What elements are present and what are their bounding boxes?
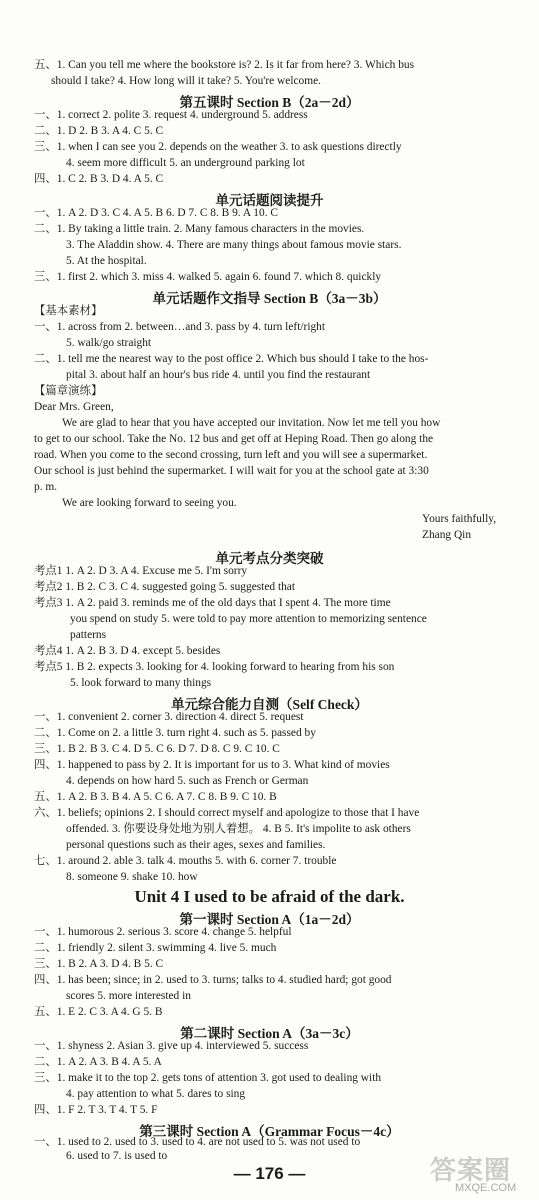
answer-line: 一、1. humorous 2. serious 3. score 4. change 5. helpful bbox=[34, 926, 292, 938]
answer-line: pital 3. about half an hour's bus ride 4. until you find the restaurant bbox=[66, 369, 371, 381]
answer-line: 5. walk/go straight bbox=[66, 337, 152, 349]
answer-line: 三、1. when I can see you 2. depends on the weather 3. to ask questions directly bbox=[34, 141, 402, 153]
unit-title: Unit 4 I used to be afraid of the dark. bbox=[134, 887, 405, 906]
answer-line: 一、1. shyness 2. Asian 3. give up 4. interviewed 5. success bbox=[34, 1040, 309, 1052]
answer-line: 二、1. Come on 2. a little 3. turn right 4. such as 5. passed by bbox=[34, 727, 316, 739]
answer-line: 二、1. friendly 2. silent 3. swimming 4. live 5. much bbox=[34, 942, 277, 954]
section-heading: 单元话题阅读提升 bbox=[215, 193, 324, 208]
answer-line: 二、1. A 2. A 3. B 4. A 5. A bbox=[34, 1056, 162, 1068]
section-heading: 单元考点分类突破 bbox=[215, 551, 324, 566]
letter-signature: Zhang Qin bbox=[422, 529, 472, 541]
letter-line: p. m. bbox=[34, 481, 58, 493]
letter-line: road. When you come to the second crossing, turn left and you will see a supermarket. bbox=[34, 449, 428, 461]
page-number: — 176 — bbox=[233, 1164, 306, 1183]
answer-line: 6. used to 7. is used to bbox=[66, 1150, 168, 1162]
letter-greeting: Dear Mrs. Green, bbox=[34, 401, 114, 413]
answer-line: 一、1. convenient 2. corner 3. direction 4. direct 5. request bbox=[34, 711, 304, 723]
section-heading: 第三课时 Section A（Grammar Focus－4c） bbox=[139, 1124, 400, 1139]
answer-line: 一、1. A 2. D 3. C 4. A 5. B 6. D 7. C 8. B 9. A 10. C bbox=[34, 207, 278, 219]
answer-line: 四、1. has been; since; in 2. used to 3. turns; talks to 4. studied hard; got good bbox=[34, 974, 392, 986]
answer-line: 一、1. across from 2. between…and 3. pass by 4. turn left/right bbox=[34, 321, 326, 333]
answer-line: scores 5. more interested in bbox=[66, 990, 191, 1002]
answer-line: 三、1. B 2. A 3. D 4. B 5. C bbox=[34, 958, 164, 970]
answer-line: 三、1. first 2. which 3. miss 4. walked 5. again 6. found 7. which 8. quickly bbox=[34, 271, 382, 283]
answer-line: 一、1. correct 2. polite 3. request 4. underground 5. address bbox=[34, 109, 308, 121]
answer-line: 考点1 1. A 2. D 3. A 4. Excuse me 5. I'm sorry bbox=[34, 565, 248, 577]
answer-line: 5. At the hospital. bbox=[66, 255, 147, 267]
answer-line: 四、1. F 2. T 3. T 4. T 5. F bbox=[34, 1104, 158, 1116]
answer-line: 一、1. used to 2. used to 3. used to 4. are not used to 5. was not used to bbox=[34, 1136, 361, 1148]
answer-line: should I take? 4. How long will it take? 5. You're welcome. bbox=[51, 75, 321, 87]
answer-line: 【基本素材】 bbox=[34, 305, 103, 317]
section-heading: 第五课时 Section B（2a－2d） bbox=[179, 95, 360, 110]
answer-line: 4. seem more difficult 5. an underground parking lot bbox=[66, 157, 305, 169]
answer-line: 考点4 1. A 2. B 3. D 4. except 5. besides bbox=[34, 645, 221, 657]
answer-line: 考点3 1. A 2. paid 3. reminds me of the old days that I spent 4. The more time bbox=[34, 597, 391, 609]
answer-line: 4. pay attention to what 5. dares to sing bbox=[66, 1088, 246, 1100]
answer-line: 四、1. happened to pass by 2. It is important for us to 3. What kind of movies bbox=[34, 759, 390, 771]
answer-line: 五、1. Can you tell me where the bookstore is? 2. Is it far from here? 3. Which bus bbox=[34, 59, 415, 71]
answer-line: 考点5 1. B 2. expects 3. looking for 4. looking forward to hearing from his son bbox=[34, 661, 395, 673]
answer-line: 8. someone 9. shake 10. how bbox=[66, 871, 198, 883]
letter-line: to get to our school. Take the No. 12 bus and get off at Heping Road. Then go along the bbox=[34, 433, 434, 445]
answer-line: 四、1. C 2. B 3. D 4. A 5. C bbox=[34, 173, 164, 185]
letter-line: We are looking forward to seeing you. bbox=[62, 497, 237, 509]
letter-line: We are glad to hear that you have accepted our invitation. Now let me tell you how bbox=[62, 417, 441, 429]
section-heading: 单元综合能力自测（Self Check） bbox=[171, 697, 368, 712]
section-heading: 第二课时 Section A（3a－3c） bbox=[180, 1026, 359, 1041]
answer-line: 考点2 1. B 2. C 3. C 4. suggested going 5. suggested that bbox=[34, 581, 296, 593]
answer-line: 【篇章演练】 bbox=[34, 385, 103, 397]
watermark-logo: 答案圈 bbox=[430, 1155, 512, 1185]
letter-line: Our school is just behind the supermarket. I will wait for you at the school gate at 3:30 bbox=[34, 465, 429, 477]
letter-closing: Yours faithfully, bbox=[422, 513, 497, 525]
answer-line: 二、1. tell me the nearest way to the post office 2. Which bus should I take to the hos- bbox=[34, 353, 429, 365]
answer-line: 二、1. D 2. B 3. A 4. C 5. C bbox=[34, 125, 164, 137]
watermark-url: MXQE.COM bbox=[455, 1182, 517, 1194]
answer-line: you spend on study 5. were told to pay more attention to memorizing sentence bbox=[70, 613, 427, 625]
answer-line: 5. look forward to many things bbox=[70, 677, 212, 689]
section-heading: 第一课时 Section A（1a－2d） bbox=[179, 912, 360, 927]
answer-line: patterns bbox=[70, 629, 107, 641]
answer-line: 4. depends on how hard 5. such as French or German bbox=[66, 775, 309, 787]
answer-line: personal questions such as their ages, sexes and families. bbox=[66, 839, 326, 851]
answer-line: 三、1. B 2. B 3. C 4. D 5. C 6. D 7. D 8. C 9. C 10. C bbox=[34, 743, 280, 755]
section-heading: 单元话题作文指导 Section B（3a－3b） bbox=[152, 291, 387, 306]
answer-line: offended. 3. 你要设身处地为别人着想。 4. B 5. It's impolite to ask others bbox=[66, 823, 411, 835]
answer-line: 六、1. beliefs; opinions 2. I should correct myself and apologize to those that I have bbox=[34, 807, 420, 819]
answer-line: 三、1. make it to the top 2. gets tons of attention 3. got used to dealing with bbox=[34, 1072, 382, 1084]
answer-line: 二、1. By taking a little train. 2. Many famous characters in the movies. bbox=[34, 223, 365, 235]
answer-line: 五、1. A 2. B 3. B 4. A 5. C 6. A 7. C 8. B 9. C 10. B bbox=[34, 791, 277, 803]
answer-line: 3. The Aladdin show. 4. There are many things about famous movie stars. bbox=[66, 239, 402, 251]
answer-line: 七、1. around 2. able 3. talk 4. mouths 5. with 6. corner 7. trouble bbox=[34, 855, 337, 867]
answer-line: 五、1. E 2. C 3. A 4. G 5. B bbox=[34, 1006, 163, 1018]
